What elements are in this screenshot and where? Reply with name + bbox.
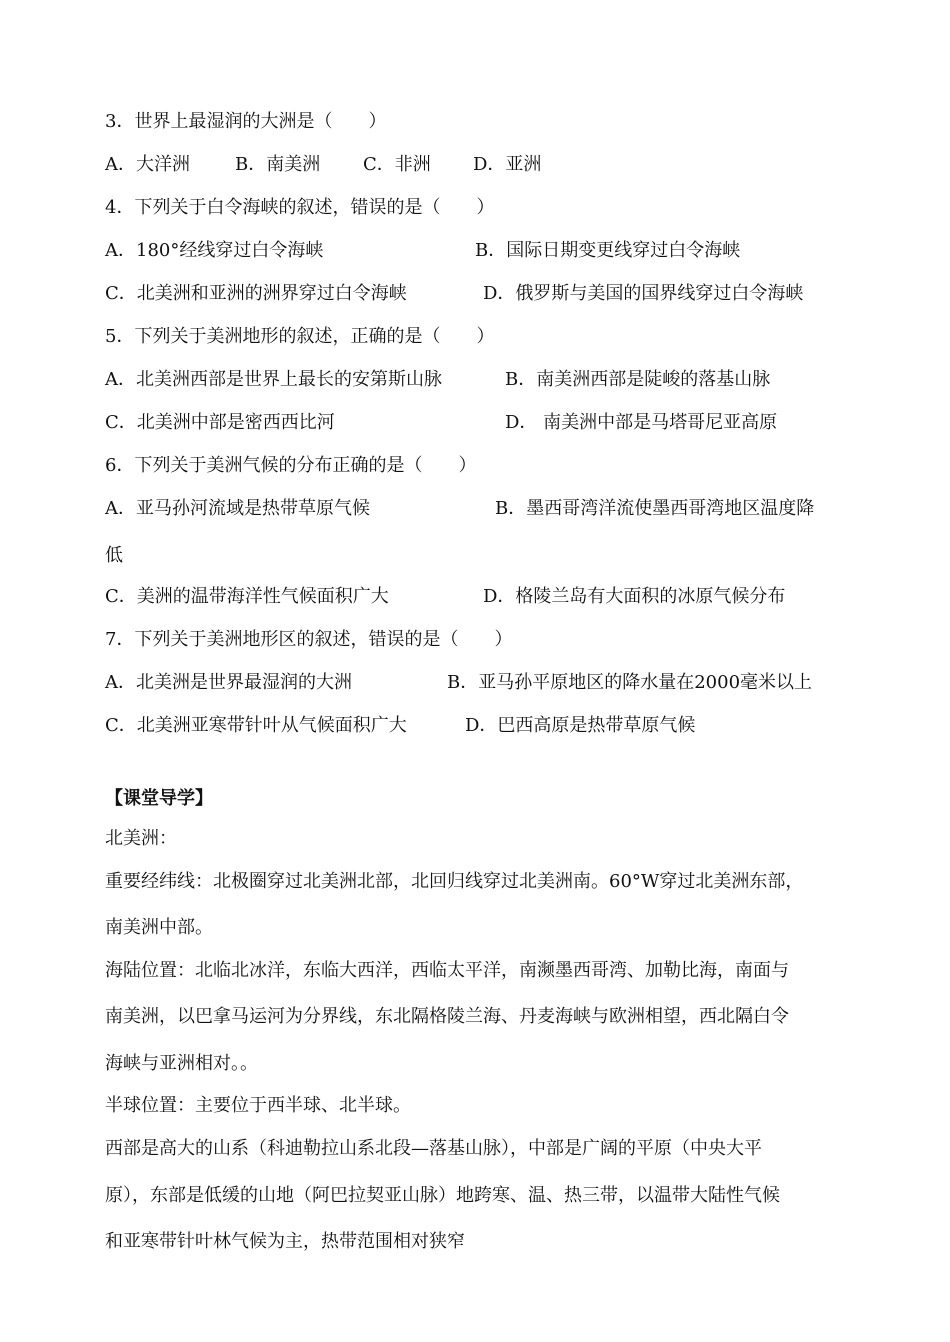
question-7-option-c: C．北美洲亚寒带针叶从气候面积广大 xyxy=(105,715,407,736)
question-6-stem: 6．下列关于美洲气候的分布正确的是（ ） xyxy=(105,455,477,476)
question-4-option-d: D．俄罗斯与美国的国界线穿过白令海峡 xyxy=(483,283,804,304)
paragraph-terrain-line2: 原），东部是低缓的山地（阿巴拉契亚山脉）地跨寒、温、热三带，以温带大陆性气候 xyxy=(105,1185,780,1206)
question-6-option-d: D．格陵兰岛有大面积的冰原气候分布 xyxy=(483,586,786,607)
paragraph-terrain-line1: 西部是高大的山系（科迪勒拉山系北段—落基山脉），中部是广阔的平原（中央大平 xyxy=(105,1138,762,1159)
question-3-stem: 3．世界上最湿润的大洲是（ ） xyxy=(105,111,387,132)
question-7-option-d: D．巴西高原是热带草原气候 xyxy=(465,715,696,736)
question-6-option-a: A．亚马孙河流域是热带草原气候 xyxy=(105,498,370,519)
question-5-option-d: D． 南美洲中部是马塔哥尼亚高原 xyxy=(505,412,778,433)
question-3-option-c: C．非洲 xyxy=(363,154,431,175)
paragraph-hemisphere: 半球位置：主要位于西半球、北半球。 xyxy=(105,1095,411,1116)
paragraph-sea-land-line1: 海陆位置：北临北冰洋，东临大西洋，西临太平洋，南濒墨西哥湾、加勒比海，南面与 xyxy=(105,960,789,981)
paragraph-latitude-line2: 南美洲中部。 xyxy=(105,917,213,938)
question-6-option-b-continued: 低 xyxy=(105,545,123,566)
question-5-stem: 5．下列关于美洲地形的叙述，正确的是（ ） xyxy=(105,326,495,347)
question-3-option-b: B．南美洲 xyxy=(235,154,321,175)
question-7-stem: 7．下列关于美洲地形区的叙述，错误的是（ ） xyxy=(105,629,513,650)
question-6-option-b: B．墨西哥湾洋流使墨西哥湾地区温度降 xyxy=(495,498,815,519)
question-7-option-b: B．亚马孙平原地区的降水量在2000毫米以上 xyxy=(447,672,813,693)
question-5-option-a: A．北美洲西部是世界上最长的安第斯山脉 xyxy=(105,369,442,390)
question-3-option-a: A．大洋洲 xyxy=(105,154,190,175)
section-heading: 【课堂导学】 xyxy=(105,788,213,809)
question-7-option-a: A．北美洲是世界最湿润的大洲 xyxy=(105,672,352,693)
paragraph-latitude-line1: 重要经纬线：北极圈穿过北美洲北部，北回归线穿过北美洲南。60°W穿过北美洲东部， xyxy=(105,871,804,892)
question-3-option-d: D．亚洲 xyxy=(473,154,542,175)
question-5-option-b: B．南美洲西部是陡峻的落基山脉 xyxy=(505,369,771,390)
question-4-option-a: A．180°经线穿过白令海峡 xyxy=(105,240,324,261)
question-4-stem: 4．下列关于白令海峡的叙述，错误的是（ ） xyxy=(105,197,495,218)
paragraph-sea-land-line3: 海峡与亚洲相对。。 xyxy=(105,1053,258,1074)
section-subtitle: 北美洲： xyxy=(105,828,177,849)
question-6-option-c: C．美洲的温带海洋性气候面积广大 xyxy=(105,586,389,607)
question-4-option-c: C．北美洲和亚洲的洲界穿过白令海峡 xyxy=(105,283,407,304)
paragraph-sea-land-line2: 南美洲，以巴拿马运河为分界线，东北隔格陵兰海、丹麦海峡与欧洲相望，西北隔白令 xyxy=(105,1006,789,1027)
question-4-option-b: B．国际日期变更线穿过白令海峡 xyxy=(475,240,741,261)
paragraph-terrain-line3: 和亚寒带针叶林气候为主，热带范围相对狭窄 xyxy=(105,1231,465,1252)
question-5-option-c: C．北美洲中部是密西西比河 xyxy=(105,412,335,433)
